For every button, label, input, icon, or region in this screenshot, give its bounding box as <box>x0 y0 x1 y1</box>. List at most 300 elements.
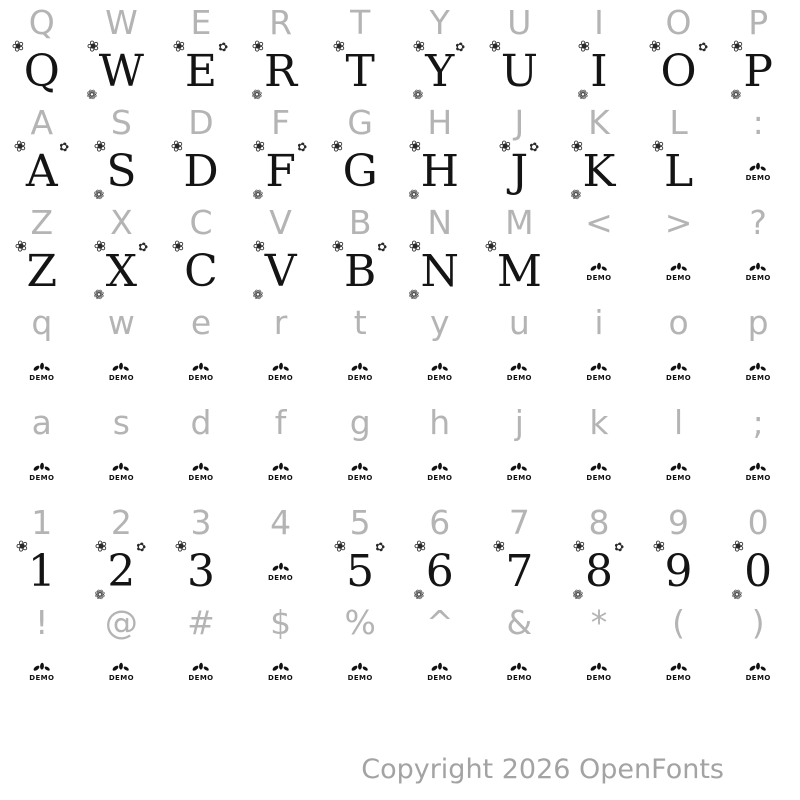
ornate-glyph <box>486 35 538 97</box>
ornate-glyph <box>330 35 375 97</box>
demo-label: DEMO <box>108 474 134 482</box>
demo-cell <box>241 544 321 600</box>
glyph-cell <box>639 535 719 600</box>
floral-ornament-icon: ❀ <box>11 235 30 257</box>
reference-char-cell <box>559 0 639 44</box>
reference-char: q <box>31 302 53 342</box>
ornate-glyph <box>170 35 230 97</box>
ornate-glyph <box>168 135 219 197</box>
demo-placeholder <box>666 262 691 282</box>
floral-ornament-icon: ❁ <box>404 286 422 305</box>
glyph-letter: M <box>496 246 542 297</box>
floral-ornament-icon: ❁ <box>249 186 266 205</box>
demo-splat-icon <box>111 662 131 674</box>
reference-char: h <box>429 402 451 442</box>
reference-char: % <box>344 602 376 642</box>
glyph-letter: H <box>420 146 459 197</box>
demo-splat-icon <box>748 462 768 474</box>
reference-char-cell <box>718 500 798 544</box>
demo-splat-icon <box>191 462 211 474</box>
reference-char-cell <box>718 600 798 644</box>
glyph-letter: R <box>264 46 298 97</box>
reference-char-cell <box>161 500 241 544</box>
demo-splat-icon <box>748 162 768 174</box>
demo-placeholder <box>268 662 293 682</box>
ornate-glyph <box>495 135 541 197</box>
demo-placeholder <box>666 462 691 482</box>
reference-char: t <box>353 302 367 342</box>
demo-cell <box>2 444 82 500</box>
demo-label: DEMO <box>586 674 612 682</box>
glyph-cell <box>161 235 241 300</box>
glyph-letter: L <box>663 146 694 197</box>
demo-cell <box>161 444 241 500</box>
reference-char: L <box>669 102 688 142</box>
floral-ornament-icon: ❀ <box>575 35 594 57</box>
reference-char-cell <box>241 600 321 644</box>
reference-char: $ <box>270 602 292 642</box>
demo-label: DEMO <box>745 174 771 182</box>
floral-ornament-icon: ✿ <box>295 138 309 156</box>
reference-row <box>2 300 798 344</box>
reference-char: * <box>590 602 608 642</box>
reference-char-cell <box>559 600 639 644</box>
glyph-letter: B <box>344 246 377 297</box>
ornate-glyph <box>410 535 454 605</box>
reference-char: ) <box>751 602 765 642</box>
ornate-glyph <box>172 535 215 597</box>
floral-ornament-icon: ❀ <box>13 535 31 557</box>
glyph-letter: E <box>184 46 218 97</box>
reference-char: j <box>514 402 524 442</box>
demo-cell <box>559 644 639 700</box>
demo-placeholder <box>746 462 771 482</box>
glyph-letter: N <box>420 246 460 297</box>
floral-ornament-icon: ❀ <box>570 535 588 557</box>
demo-splat-icon <box>430 362 450 374</box>
reference-char: : <box>752 102 764 142</box>
demo-placeholder <box>188 462 213 482</box>
floral-ornament-icon: ❁ <box>90 286 107 305</box>
demo-cell <box>718 644 798 700</box>
demo-placeholder <box>268 462 293 482</box>
demo-splat-icon <box>350 362 370 374</box>
demo-label: DEMO <box>665 374 692 382</box>
demo-cell <box>559 244 639 300</box>
demo-splat-icon <box>748 362 768 374</box>
reference-char-cell <box>639 400 719 444</box>
floral-ornament-icon: ❀ <box>728 35 747 57</box>
demo-label: DEMO <box>347 674 373 682</box>
ornate-glyph <box>574 35 608 105</box>
reference-char: S <box>110 102 132 142</box>
reference-char: H <box>427 102 453 142</box>
glyph-cell <box>2 35 82 100</box>
demo-label: DEMO <box>427 474 453 482</box>
reference-char-cell <box>2 200 82 244</box>
demo-splat-icon <box>271 462 291 474</box>
demo-placeholder <box>507 362 532 382</box>
demo-splat-icon <box>669 262 689 274</box>
demo-placeholder <box>29 662 54 682</box>
demo-cell <box>480 344 560 400</box>
floral-ornament-icon: ❀ <box>411 535 429 557</box>
demo-cell <box>2 644 82 700</box>
reference-char: T <box>350 2 371 42</box>
demo-splat-icon <box>509 362 529 374</box>
demo-cell <box>320 344 400 400</box>
reference-char-cell <box>241 500 321 544</box>
demo-label: DEMO <box>745 674 771 682</box>
floral-ornament-icon: ✿ <box>375 238 389 256</box>
reference-char-cell <box>82 300 162 344</box>
reference-char-cell <box>320 400 400 444</box>
glyph-letter: G <box>342 146 378 197</box>
reference-char: < <box>585 202 613 242</box>
reference-char-cell <box>2 500 82 544</box>
demo-cell <box>241 344 321 400</box>
floral-ornament-icon: ❀ <box>410 35 429 57</box>
glyph-letter: C <box>184 246 218 297</box>
floral-ornament-icon: ❀ <box>172 535 190 557</box>
demo-label: DEMO <box>586 474 612 482</box>
demo-cell <box>480 644 560 700</box>
glyph-letter: P <box>743 46 773 97</box>
ornate-glyph <box>13 535 56 597</box>
glyph-cell <box>82 535 162 605</box>
glyph-cell <box>161 35 241 100</box>
glyph-letter: A <box>25 146 58 197</box>
reference-char: F <box>271 102 291 142</box>
demo-splat-icon <box>748 262 768 274</box>
floral-ornament-icon: ❀ <box>490 535 509 557</box>
ornate-glyph <box>727 35 773 105</box>
reference-char-cell <box>559 400 639 444</box>
reference-char-cell <box>320 600 400 644</box>
glyph-cell <box>480 135 560 200</box>
demo-splat-icon <box>430 662 450 674</box>
floral-ornament-icon: ❀ <box>486 35 504 57</box>
demo-cell <box>639 344 719 400</box>
demo-placeholder <box>268 362 293 382</box>
glyph-row <box>2 644 798 700</box>
ornate-glyph <box>327 135 378 197</box>
demo-splat-icon <box>589 662 609 674</box>
floral-ornament-icon: ❁ <box>569 586 586 605</box>
demo-cell <box>161 344 241 400</box>
demo-placeholder <box>746 262 771 282</box>
reference-char: P <box>748 2 769 42</box>
reference-row <box>2 600 798 644</box>
glyph-letter: 3 <box>186 546 215 597</box>
reference-char-cell <box>2 300 82 344</box>
reference-char: M <box>505 202 534 242</box>
reference-char: 1 <box>31 502 53 542</box>
reference-char-cell <box>400 500 480 544</box>
demo-cell <box>718 144 798 200</box>
floral-ornament-icon: ❁ <box>404 186 422 205</box>
glyph-cell <box>320 235 400 300</box>
glyph-cell <box>2 235 82 300</box>
glyph-letter: W <box>98 46 144 97</box>
ornate-glyph <box>566 135 616 205</box>
floral-ornament-icon: ❀ <box>250 135 269 157</box>
demo-label: DEMO <box>427 674 453 682</box>
reference-char-cell <box>400 400 480 444</box>
glyph-letter: 2 <box>107 546 136 597</box>
demo-label: DEMO <box>427 374 453 382</box>
demo-cell <box>718 244 798 300</box>
reference-char: 2 <box>110 502 132 542</box>
floral-ornament-icon: ✿ <box>136 238 150 256</box>
glyph-row <box>2 235 798 305</box>
glyph-letter: J <box>510 146 529 197</box>
reference-char: 0 <box>747 502 769 542</box>
ornate-glyph <box>11 235 58 297</box>
demo-placeholder <box>348 462 373 482</box>
floral-ornament-icon: ❀ <box>168 135 187 157</box>
reference-char: W <box>105 2 138 42</box>
glyph-cell <box>320 35 400 100</box>
demo-label: DEMO <box>268 374 294 382</box>
ornate-glyph <box>331 535 387 597</box>
demo-placeholder <box>507 462 532 482</box>
reference-char-cell <box>639 200 719 244</box>
reference-char: f <box>274 402 287 442</box>
reference-char: 8 <box>588 502 610 542</box>
reference-char-cell <box>400 0 480 44</box>
reference-char: ; <box>752 402 764 442</box>
ornate-glyph <box>649 135 694 197</box>
glyph-cell <box>82 35 162 105</box>
reference-char: X <box>110 202 133 242</box>
demo-placeholder <box>348 662 373 682</box>
demo-placeholder <box>29 362 54 382</box>
demo-cell <box>82 644 162 700</box>
ornate-glyph <box>83 35 144 105</box>
floral-ornament-icon: ✿ <box>527 138 541 156</box>
glyph-cell <box>82 235 162 305</box>
glyph-cell <box>161 535 241 600</box>
glyph-letter: 5 <box>346 546 375 597</box>
reference-char-cell <box>82 400 162 444</box>
demo-placeholder <box>348 362 373 382</box>
demo-label: DEMO <box>665 474 692 482</box>
reference-char: 5 <box>349 502 371 542</box>
floral-ornament-icon: ❀ <box>169 235 188 257</box>
floral-ornament-icon: ✿ <box>56 138 71 156</box>
reference-char: E <box>190 2 212 42</box>
ornate-glyph <box>9 35 60 97</box>
demo-splat-icon <box>669 362 689 374</box>
ornate-glyph <box>329 235 389 297</box>
demo-cell <box>241 444 321 500</box>
demo-cell <box>400 444 480 500</box>
floral-ornament-icon: ❁ <box>248 86 265 105</box>
demo-placeholder <box>666 662 691 682</box>
reference-char: 7 <box>508 502 530 542</box>
reference-char-cell <box>2 400 82 444</box>
glyph-cell <box>480 535 560 600</box>
demo-label: DEMO <box>506 474 532 482</box>
floral-ornament-icon: ✿ <box>695 38 710 56</box>
reference-row <box>2 500 798 544</box>
demo-placeholder <box>586 462 611 482</box>
reference-char-cell <box>400 600 480 644</box>
reference-char: r <box>273 302 288 342</box>
ornate-glyph <box>728 535 773 605</box>
reference-char: a <box>31 402 52 442</box>
reference-row <box>2 400 798 444</box>
reference-row <box>2 100 798 144</box>
demo-cell <box>400 344 480 400</box>
glyph-row <box>2 535 798 605</box>
reference-char: i <box>594 302 604 342</box>
demo-cell <box>320 444 400 500</box>
floral-ornament-icon: ❀ <box>249 35 267 57</box>
demo-splat-icon <box>669 662 689 674</box>
glyph-letter: K <box>582 146 616 197</box>
demo-label: DEMO <box>268 574 294 582</box>
reference-char-cell <box>559 500 639 544</box>
demo-splat-icon <box>32 362 52 374</box>
floral-ornament-icon: ❀ <box>649 535 668 557</box>
demo-placeholder <box>746 362 771 382</box>
demo-label: DEMO <box>745 474 771 482</box>
reference-char: s <box>112 402 130 442</box>
demo-placeholder <box>586 262 611 282</box>
floral-ornament-icon: ✿ <box>373 538 387 556</box>
floral-ornament-icon: ❀ <box>327 135 346 157</box>
demo-cell <box>718 444 798 500</box>
demo-placeholder <box>109 362 134 382</box>
demo-splat-icon <box>509 462 529 474</box>
reference-char-cell <box>639 500 719 544</box>
ornate-glyph <box>91 535 149 605</box>
glyph-row <box>2 344 798 400</box>
glyph-row <box>2 35 798 105</box>
reference-char-cell <box>480 400 560 444</box>
demo-label: DEMO <box>745 374 771 382</box>
floral-ornament-icon: ❀ <box>329 235 347 257</box>
demo-placeholder <box>586 362 611 382</box>
demo-placeholder <box>427 462 452 482</box>
glyph-letter: U <box>500 46 538 97</box>
character-grid <box>2 0 798 700</box>
reference-char: > <box>664 202 693 242</box>
demo-placeholder <box>427 362 452 382</box>
reference-char: 6 <box>429 502 451 542</box>
ornate-glyph <box>248 35 298 105</box>
demo-cell <box>82 444 162 500</box>
glyph-letter: Q <box>23 46 60 97</box>
floral-ornament-icon: ❀ <box>9 35 27 57</box>
glyph-letter: F <box>265 146 296 197</box>
demo-cell <box>241 644 321 700</box>
glyph-cell <box>639 35 719 100</box>
floral-ornament-icon: ❁ <box>83 86 100 105</box>
reference-char: w <box>107 302 135 342</box>
reference-char: 9 <box>668 502 690 542</box>
demo-splat-icon <box>589 362 609 374</box>
reference-char-cell <box>400 300 480 344</box>
reference-char-cell <box>718 200 798 244</box>
demo-splat-icon <box>32 662 52 674</box>
demo-label: DEMO <box>188 374 214 382</box>
floral-ornament-icon: ❁ <box>410 586 427 605</box>
floral-ornament-icon: ❀ <box>11 135 29 157</box>
ornate-glyph <box>404 135 459 205</box>
demo-label: DEMO <box>586 274 612 282</box>
reference-char-cell <box>718 100 798 144</box>
demo-splat-icon <box>748 662 768 674</box>
glyph-row <box>2 135 798 205</box>
demo-cell <box>400 644 480 700</box>
glyph-letter: 1 <box>27 546 56 597</box>
reference-char-cell <box>82 500 162 544</box>
reference-char-cell <box>480 500 560 544</box>
glyph-cell <box>320 535 400 600</box>
demo-splat-icon <box>111 362 131 374</box>
floral-ornament-icon: ❀ <box>331 535 350 557</box>
reference-char: l <box>673 402 684 442</box>
reference-char-cell <box>241 400 321 444</box>
reference-char-cell <box>559 300 639 344</box>
floral-ornament-icon: ❁ <box>91 586 108 605</box>
glyph-cell <box>400 35 480 105</box>
reference-char: & <box>506 602 533 642</box>
reference-char-cell <box>639 600 719 644</box>
ornate-glyph <box>169 235 218 297</box>
demo-cell <box>639 444 719 500</box>
reference-char-cell <box>320 500 400 544</box>
ornate-glyph <box>249 135 309 205</box>
demo-cell <box>559 344 639 400</box>
glyph-cell <box>320 135 400 200</box>
reference-char-cell <box>480 600 560 644</box>
demo-label: DEMO <box>188 474 214 482</box>
reference-char: D <box>188 102 214 142</box>
demo-label: DEMO <box>108 674 134 682</box>
floral-ornament-icon: ❀ <box>250 235 268 257</box>
reference-row <box>2 200 798 244</box>
demo-cell <box>639 244 719 300</box>
demo-placeholder <box>29 462 54 482</box>
demo-label: DEMO <box>29 474 55 482</box>
floral-ornament-icon: ❁ <box>249 286 266 305</box>
glyph-cell <box>2 535 82 600</box>
demo-splat-icon <box>350 662 370 674</box>
demo-splat-icon <box>589 262 609 274</box>
reference-char: g <box>349 402 371 442</box>
floral-ornament-icon: ❀ <box>495 135 514 157</box>
reference-char: y <box>430 302 450 342</box>
reference-char: Z <box>30 202 54 242</box>
reference-char: @ <box>104 602 138 642</box>
ornate-glyph <box>649 535 693 597</box>
reference-char: d <box>190 402 212 442</box>
reference-char: R <box>269 2 293 42</box>
demo-splat-icon <box>111 462 131 474</box>
reference-char: N <box>427 202 453 242</box>
ornate-glyph <box>90 235 150 305</box>
demo-cell <box>161 644 241 700</box>
ornate-glyph <box>249 235 297 305</box>
floral-ornament-icon: ✿ <box>134 538 149 556</box>
demo-placeholder <box>746 162 771 182</box>
demo-label: DEMO <box>665 274 692 282</box>
reference-char: 3 <box>190 502 212 542</box>
